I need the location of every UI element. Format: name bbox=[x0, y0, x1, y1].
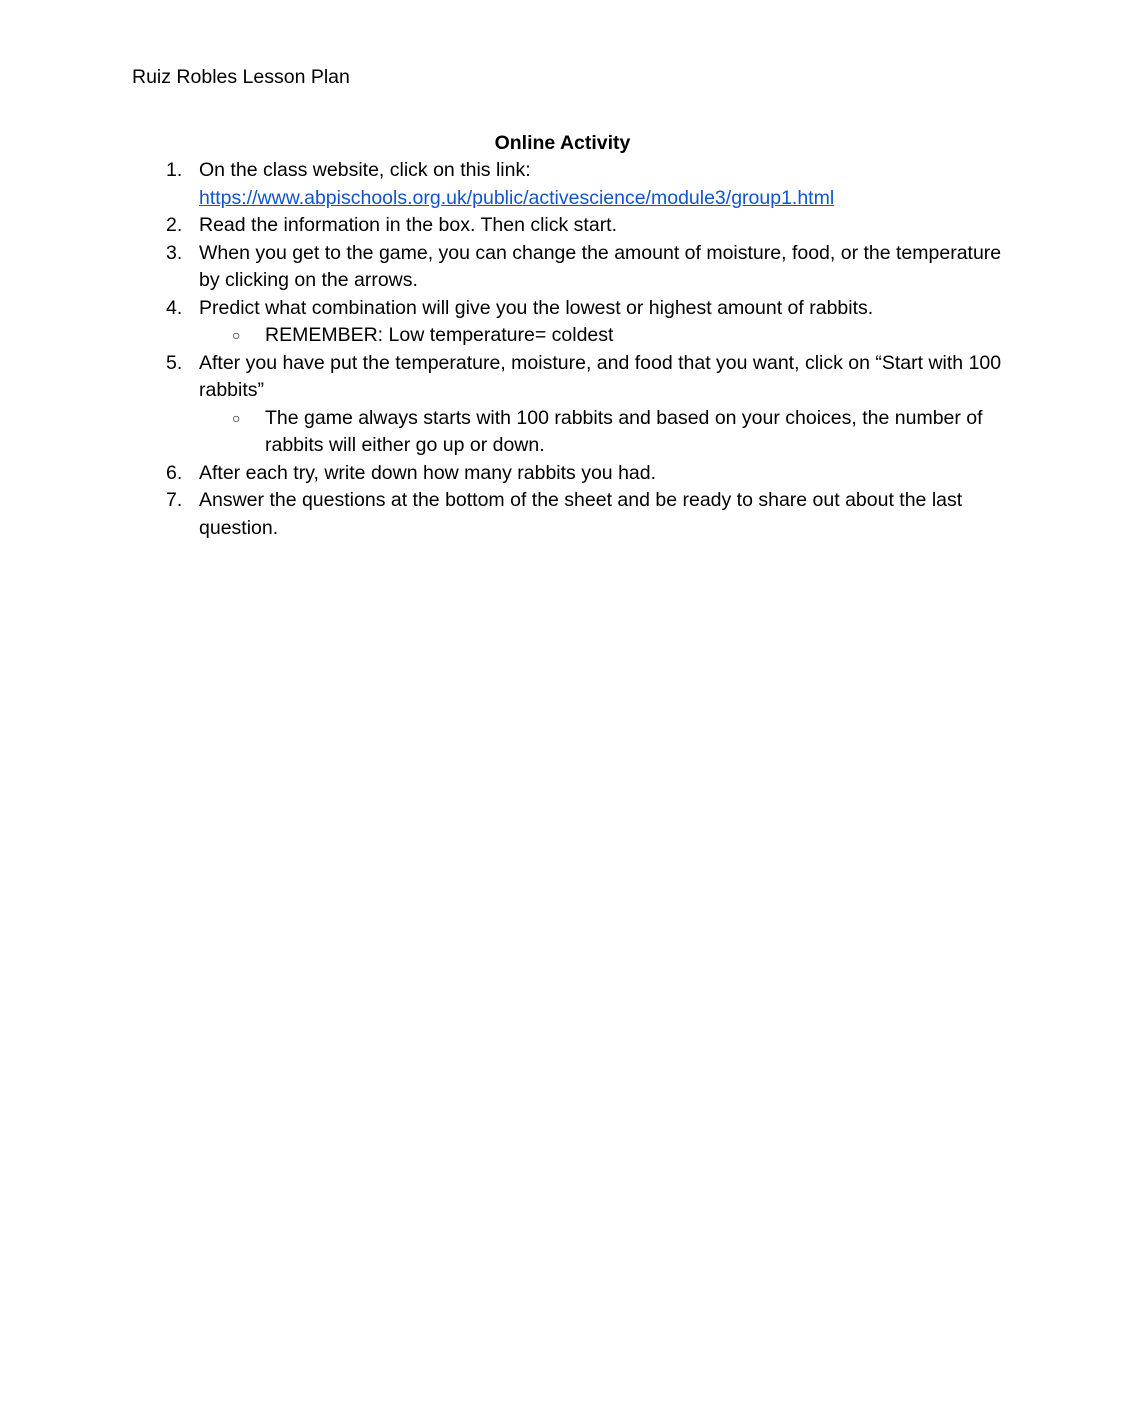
step-text: Answer the questions at the bottom of the sheet and be ready to share out about the last question. bbox=[199, 489, 963, 539]
list-item-step-7 bbox=[132, 487, 1002, 542]
circle-bullet-icon: ○ bbox=[232, 409, 241, 426]
sub-list-item bbox=[199, 322, 1002, 350]
step-number: 1. bbox=[166, 159, 183, 181]
list-item-step-6 bbox=[132, 460, 1002, 488]
step-text: Predict what combination will give you the lowest or highest amount of rabbits. bbox=[199, 296, 874, 319]
list-item-step-5 bbox=[132, 350, 1002, 460]
steps-list bbox=[132, 157, 1002, 542]
step-text: When you get to the game, you can change the amount of moisture, food, or the temperature by clicking on the arrows. bbox=[199, 241, 1002, 291]
step-text: Read the information in the box. Then click start. bbox=[199, 214, 618, 236]
document-header: Ruiz Robles Lesson Plan bbox=[132, 66, 350, 88]
step-number: 3. bbox=[166, 241, 183, 264]
step-number: 6. bbox=[166, 461, 183, 484]
sub-list bbox=[199, 405, 1002, 460]
step-text: After each try, write down how many rabbits you had. bbox=[199, 461, 657, 484]
sub-list-item bbox=[199, 405, 1002, 460]
sub-item-text: The game always starts with 100 rabbits and based on your choices, the number of rabbits will either go up or down. bbox=[265, 406, 983, 456]
page-title: Online Activity bbox=[494, 132, 631, 154]
sub-item-text: REMEMBER: Low temperature= coldest bbox=[265, 324, 614, 346]
list-item-step-4 bbox=[132, 295, 1002, 350]
sub-list bbox=[199, 322, 1002, 350]
activity-link[interactable]: https://www.abpischools.org.uk/public/activescience/module3/group1.html bbox=[199, 186, 835, 209]
step-text: After you have put the temperature, moisture, and food that you want, click on “Start with 100 rabbits” bbox=[199, 351, 1002, 401]
list-item-step-2 bbox=[132, 212, 1002, 240]
step-number: 2. bbox=[166, 214, 183, 236]
step-text: On the class website, click on this link: bbox=[199, 159, 531, 181]
circle-bullet-icon: ○ bbox=[232, 327, 241, 343]
list-item-step-3 bbox=[132, 240, 1002, 295]
step-number: 5. bbox=[166, 351, 183, 374]
step-number: 4. bbox=[166, 296, 183, 319]
list-item-step-1 bbox=[132, 157, 1002, 212]
step-number: 7. bbox=[166, 489, 183, 511]
